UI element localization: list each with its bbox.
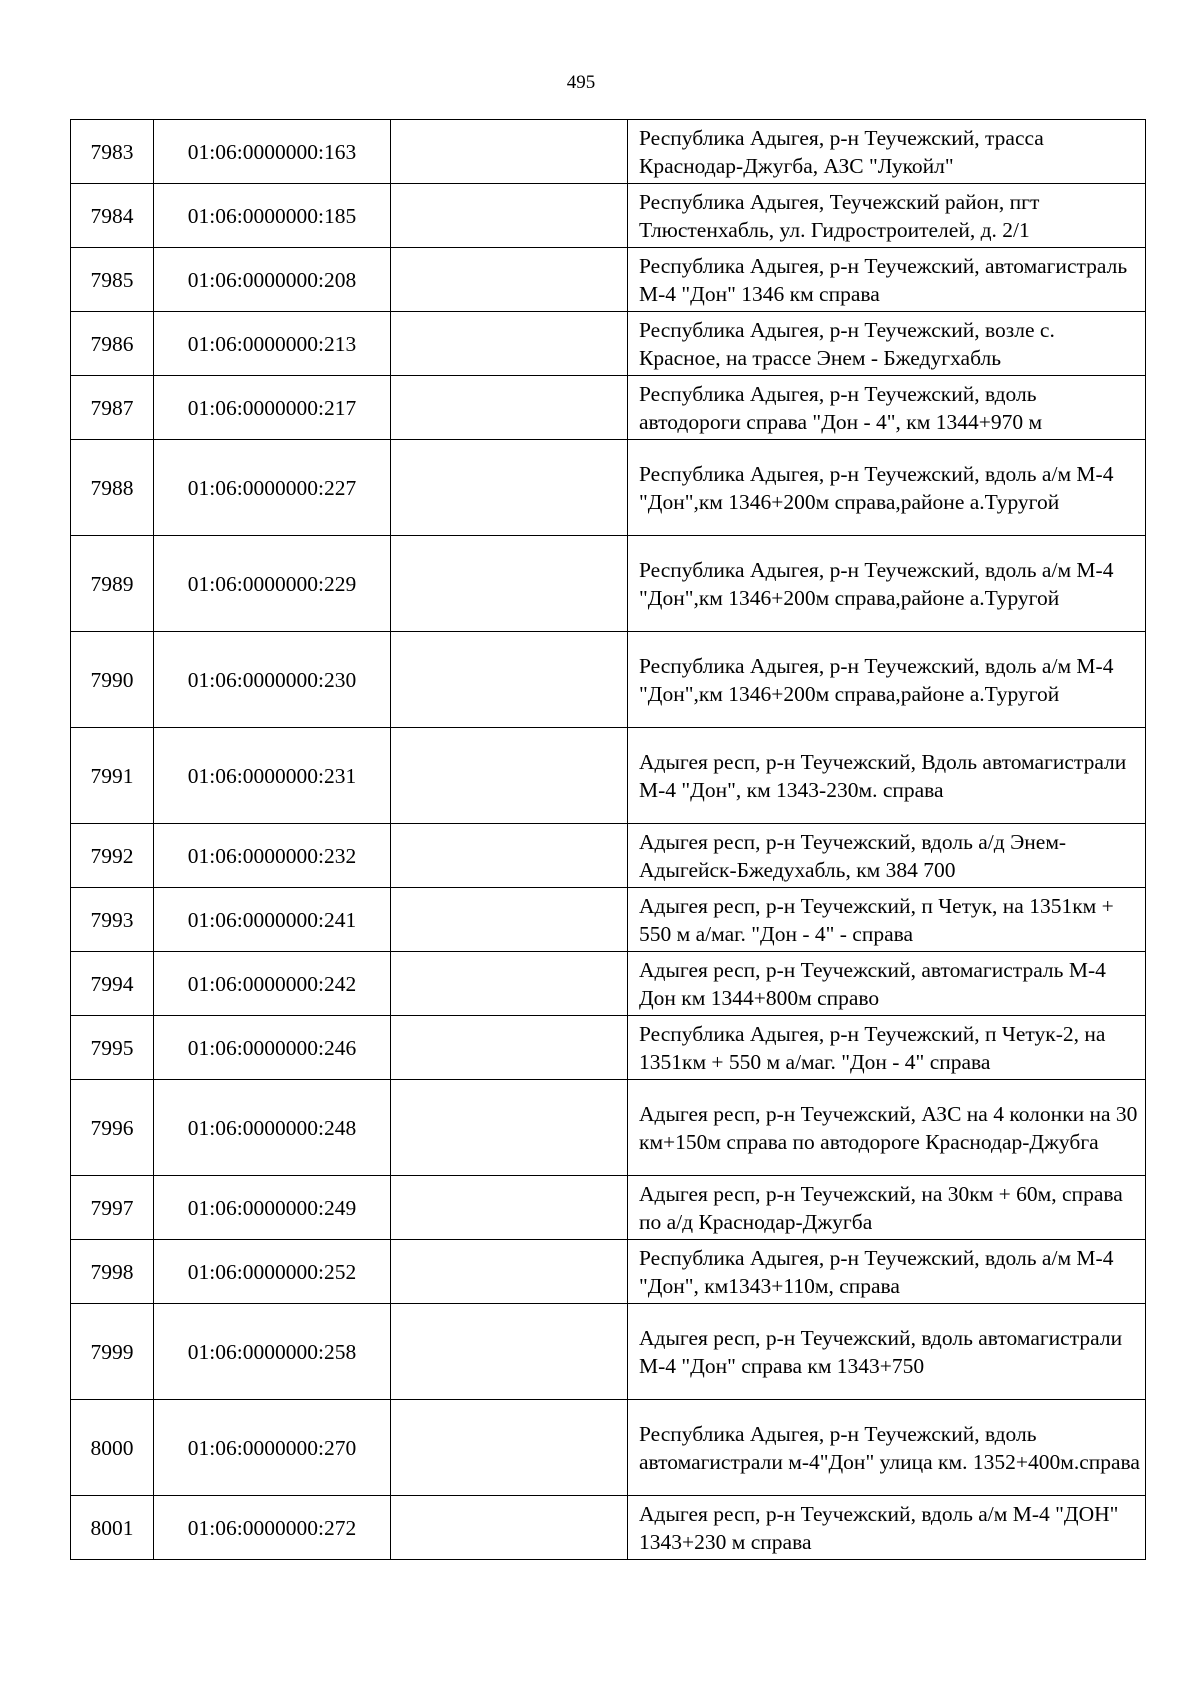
cadastral-number: 01:06:0000000:252 <box>154 1240 391 1304</box>
cadastral-number: 01:06:0000000:229 <box>154 536 391 632</box>
address-cell: Адыгея респ, р-н Теучежский, п Четук, на 1351км + 550 м а/маг. "Дон - 4" - справа <box>628 888 1146 952</box>
address-cell: Республика Адыгея, р-н Теучежский, вдоль а/м М-4 "Дон",км 1346+200м справа,районе а.Туругой <box>628 440 1146 536</box>
table-row <box>71 888 1146 952</box>
row-number: 7987 <box>71 376 154 440</box>
cadastral-number: 01:06:0000000:208 <box>154 248 391 312</box>
cadastral-number: 01:06:0000000:163 <box>154 120 391 184</box>
row-number: 7984 <box>71 184 154 248</box>
address-cell: Адыгея респ, р-н Теучежский, вдоль а/д Энем-Адыгейск-Бжедухабль, км 384 700 <box>628 824 1146 888</box>
row-number: 8000 <box>71 1400 154 1496</box>
address-cell: Адыгея респ, р-н Теучежский, автомагистраль М-4 Дон км 1344+800м справо <box>628 952 1146 1016</box>
row-number: 7997 <box>71 1176 154 1240</box>
empty-cell <box>391 1496 628 1560</box>
registry-table-body <box>71 120 1146 1560</box>
cadastral-number: 01:06:0000000:232 <box>154 824 391 888</box>
address-cell: Адыгея респ, р-н Теучежский, вдоль а/м М-4 "ДОН" 1343+230 м справа <box>628 1496 1146 1560</box>
table-row <box>71 312 1146 376</box>
cadastral-number: 01:06:0000000:249 <box>154 1176 391 1240</box>
empty-cell <box>391 312 628 376</box>
address-cell: Республика Адыгея, р-н Теучежский, п Четук-2, на 1351км + 550 м а/маг. "Дон - 4" справа <box>628 1016 1146 1080</box>
table-row <box>71 824 1146 888</box>
table-row <box>71 248 1146 312</box>
cadastral-number: 01:06:0000000:230 <box>154 632 391 728</box>
table-row <box>71 1304 1146 1400</box>
address-cell: Республика Адыгея, р-н Теучежский, трасса Краснодар-Джугба, АЗС "Лукойл" <box>628 120 1146 184</box>
empty-cell <box>391 248 628 312</box>
address-cell: Республика Адыгея, р-н Теучежский, автомагистраль М-4 "Дон" 1346 км справа <box>628 248 1146 312</box>
cadastral-number: 01:06:0000000:258 <box>154 1304 391 1400</box>
table-row <box>71 184 1146 248</box>
empty-cell <box>391 1400 628 1496</box>
table-row <box>71 1496 1146 1560</box>
row-number: 7989 <box>71 536 154 632</box>
row-number: 7985 <box>71 248 154 312</box>
empty-cell <box>391 632 628 728</box>
address-cell: Адыгея респ, р-н Теучежский, на 30км + 60м, справа по а/д Краснодар-Джугба <box>628 1176 1146 1240</box>
cadastral-number: 01:06:0000000:272 <box>154 1496 391 1560</box>
empty-cell <box>391 440 628 536</box>
table-row <box>71 536 1146 632</box>
table-row <box>71 1400 1146 1496</box>
address-cell: Республика Адыгея, р-н Теучежский, вдоль автомагистрали м-4"Дон" улица км. 1352+400м.справа <box>628 1400 1146 1496</box>
address-cell: Республика Адыгея, р-н Теучежский, вдоль а/м М-4 "Дон", км1343+110м, справа <box>628 1240 1146 1304</box>
cadastral-number: 01:06:0000000:213 <box>154 312 391 376</box>
row-number: 7994 <box>71 952 154 1016</box>
empty-cell <box>391 952 628 1016</box>
address-cell: Адыгея респ, р-н Теучежский, Вдоль автомагистрали М-4 "Дон", км 1343-230м. справа <box>628 728 1146 824</box>
row-number: 7998 <box>71 1240 154 1304</box>
row-number: 7990 <box>71 632 154 728</box>
address-cell: Адыгея респ, р-н Теучежский, АЗС на 4 колонки на 30 км+150м справа по автодороге Краснодар-Джубга <box>628 1080 1146 1176</box>
address-cell: Республика Адыгея, Теучежский район, пгт Тлюстенхабль, ул. Гидростроителей, д. 2/1 <box>628 184 1146 248</box>
table-row <box>71 440 1146 536</box>
empty-cell <box>391 824 628 888</box>
table-row <box>71 632 1146 728</box>
cadastral-number: 01:06:0000000:248 <box>154 1080 391 1176</box>
row-number: 7999 <box>71 1304 154 1400</box>
address-cell: Республика Адыгея, р-н Теучежский, вдоль автодороги справа "Дон - 4", км 1344+970 м <box>628 376 1146 440</box>
row-number: 7996 <box>71 1080 154 1176</box>
empty-cell <box>391 1176 628 1240</box>
address-cell: Республика Адыгея, р-н Теучежский, вдоль а/м М-4 "Дон",км 1346+200м справа,районе а.Туругой <box>628 536 1146 632</box>
cadastral-number: 01:06:0000000:185 <box>154 184 391 248</box>
address-cell: Республика Адыгея, р-н Теучежский, вдоль а/м М-4 "Дон",км 1346+200м справа,районе а.Туругой <box>628 632 1146 728</box>
row-number: 7992 <box>71 824 154 888</box>
registry-table <box>70 119 1146 1560</box>
empty-cell <box>391 1080 628 1176</box>
empty-cell <box>391 120 628 184</box>
row-number: 7983 <box>71 120 154 184</box>
row-number: 8001 <box>71 1496 154 1560</box>
table-row <box>71 376 1146 440</box>
row-number: 7988 <box>71 440 154 536</box>
address-cell: Адыгея респ, р-н Теучежский, вдоль автомагистрали М-4 "Дон" справа км 1343+750 <box>628 1304 1146 1400</box>
table-row <box>71 120 1146 184</box>
cadastral-number: 01:06:0000000:217 <box>154 376 391 440</box>
table-row <box>71 1240 1146 1304</box>
row-number: 7991 <box>71 728 154 824</box>
empty-cell <box>391 1016 628 1080</box>
cadastral-number: 01:06:0000000:270 <box>154 1400 391 1496</box>
row-number: 7993 <box>71 888 154 952</box>
cadastral-number: 01:06:0000000:231 <box>154 728 391 824</box>
row-number: 7986 <box>71 312 154 376</box>
row-number: 7995 <box>71 1016 154 1080</box>
empty-cell <box>391 728 628 824</box>
cadastral-number: 01:06:0000000:241 <box>154 888 391 952</box>
empty-cell <box>391 536 628 632</box>
table-row <box>71 1176 1146 1240</box>
cadastral-number: 01:06:0000000:246 <box>154 1016 391 1080</box>
empty-cell <box>391 1304 628 1400</box>
empty-cell <box>391 376 628 440</box>
page-number: 495 <box>566 72 596 93</box>
table-row <box>71 728 1146 824</box>
empty-cell <box>391 888 628 952</box>
address-cell: Республика Адыгея, р-н Теучежский, возле с. Красное, на трассе Энем - Бжедугхабль <box>628 312 1146 376</box>
table-row <box>71 952 1146 1016</box>
cadastral-number: 01:06:0000000:242 <box>154 952 391 1016</box>
empty-cell <box>391 184 628 248</box>
table-row <box>71 1080 1146 1176</box>
table-row <box>71 1016 1146 1080</box>
empty-cell <box>391 1240 628 1304</box>
cadastral-number: 01:06:0000000:227 <box>154 440 391 536</box>
